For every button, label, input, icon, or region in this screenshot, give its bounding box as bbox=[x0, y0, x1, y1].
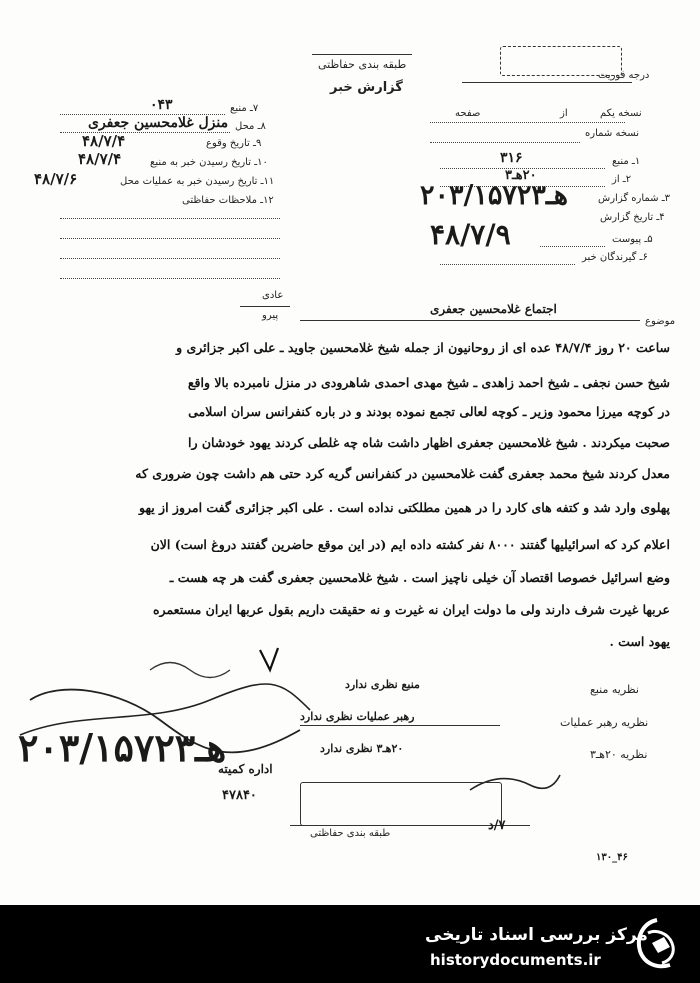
field-10-value: ۴۸/۷/۴ bbox=[78, 150, 122, 168]
field-1-label: ۱ـ منبع bbox=[612, 156, 641, 167]
field-7-value: ۰۴۳ bbox=[150, 97, 173, 113]
opinion-3-label: نظریه ۲۰هـ۳ bbox=[590, 748, 648, 761]
field-4-label: ۴ـ تاریخ گزارش bbox=[600, 212, 665, 223]
classification-top-rule bbox=[312, 54, 412, 55]
copy-num-label: نسخه شماره bbox=[585, 128, 639, 139]
field-2-label: ۲ـ از bbox=[612, 174, 632, 185]
body-line: پهلوی وارد شد و کتفه های کارد را در همین مطلکتی نداده است . علی اکبر جزائری گفت امروز از یهو bbox=[139, 500, 670, 515]
archive-org-name: مرکز بررسی اسناد تاریخی bbox=[425, 925, 648, 945]
copy-row-label: نسخه یکم bbox=[600, 108, 642, 119]
from-label: از bbox=[560, 108, 568, 119]
urgency-rule bbox=[462, 82, 632, 83]
field-1-value: ۳۱۶ bbox=[500, 150, 523, 166]
opinion-1-value: منبع نظری ندارد bbox=[345, 678, 420, 691]
signature-stroke bbox=[260, 648, 278, 670]
subject-label: موضوع bbox=[645, 316, 676, 327]
field-5-label: ۵ـ پیوست bbox=[612, 234, 653, 245]
field-8-value: منزل غلامحسین جعفری bbox=[88, 115, 229, 131]
subject-value: اجتماع غلامحسین جعفری bbox=[430, 302, 557, 316]
page-marker: ۴۶_۱۳۰ bbox=[596, 852, 628, 863]
field-11-value: ۴۸/۷/۶ bbox=[34, 170, 78, 188]
classification-top: طبقه بندی حفاظتی bbox=[318, 58, 407, 71]
signature-stroke bbox=[150, 663, 230, 678]
bottom-stamp bbox=[300, 782, 502, 826]
body-line: شیخ حسن نجفی ـ شیخ احمد زاهدی ـ شیخ مهدی احمدی شاهرودی در منزل نامبرده بالا واقع bbox=[187, 375, 670, 390]
archive-website: historydocuments.ir bbox=[430, 951, 601, 969]
field-9-value: ۴۸/۷/۴ bbox=[82, 132, 126, 150]
bottom-ref: ۷/د bbox=[488, 818, 506, 833]
sig-note: اداره کمیته bbox=[218, 762, 273, 776]
file-num: ۴۷۸۴۰ bbox=[222, 788, 257, 803]
opinion-3-value: ۲۰هـ۳ نظری ندارد bbox=[320, 742, 404, 755]
subject-rule bbox=[300, 320, 640, 321]
archive-footer bbox=[0, 905, 700, 983]
field-11-label: ۱۱ـ تاریخ رسیدن خبر به عملیات محل bbox=[120, 176, 275, 187]
subject-side-label-2: پیرو bbox=[262, 310, 279, 321]
field-6-label: ۶ـ گیرندگان خبر bbox=[582, 252, 648, 263]
blank-line-2 bbox=[60, 238, 280, 239]
report-title: گزارش خبر bbox=[330, 80, 403, 95]
body-line: در کوچه میرزا محمود وزیر ـ کوچه لعالی تجمع نموده بودند و در باره کنفرانس سران اسلامی bbox=[188, 404, 670, 419]
body-line: صحبت میکردند . شیخ غلامحسین جعفری اظهار داشت شاه چه غلطی کردند یهود خودشان را bbox=[187, 435, 670, 450]
field-9-label: ۹ـ تاریخ وقوع bbox=[206, 138, 262, 149]
body-line: معدل کردند شیخ محمد جعفری گفت غلامحسین در کنفرانس گریه کرد حتی هم داشت چون ضروری که bbox=[135, 466, 670, 481]
field-8-label: ۸ـ محل bbox=[235, 121, 266, 132]
field-10-label: ۱۰ـ تاریخ رسیدن خبر به منبع bbox=[150, 157, 268, 168]
blank-line-4 bbox=[60, 278, 280, 279]
copy-row-line bbox=[430, 122, 625, 123]
body-line: وضع اسرائیل خصوصا اقتصاد آن خیلی ناچیز است . شیخ غلامحسین جعفری گفت هر چه هست ـ bbox=[169, 570, 670, 585]
urgency-label: درجه فوریت bbox=[598, 70, 650, 81]
archive-logo-icon bbox=[628, 915, 686, 973]
page-label: صفحه bbox=[455, 108, 481, 119]
classification-bottom: طبقه بندی حفاظتی bbox=[310, 828, 391, 839]
field-12-label: ۱۲ـ ملاحظات حفاظتی bbox=[182, 195, 274, 206]
field-7-label: ۷ـ منبع bbox=[230, 103, 259, 114]
opinion-2-label: نظریه رهبر عملیات bbox=[560, 716, 649, 729]
body-line: عربها غیرت شرف دارند ولی ما دولت ایران نه غیرت و نه حقیقت داریم بقول عربها ایران مستعمره bbox=[153, 602, 670, 617]
field-2-value: ۲۰هـ۳ bbox=[505, 168, 537, 183]
body-line: اعلام کرد که اسرائیلیها گفتند ۸۰۰۰ نفر کشته داده ایم (در این موقع حاضرین گفتند دروغ است) الان bbox=[150, 537, 670, 552]
body-line: ساعت ۲۰ روز ۴۸/۷/۴ عده ای از روحانیون از جمله شیخ غلامحسین جاوید ـ علی اکبر جزائری و bbox=[176, 340, 670, 355]
subject-side-rule bbox=[240, 306, 290, 307]
copy-num-line bbox=[430, 142, 580, 143]
field-5-line bbox=[540, 246, 605, 247]
body-line: یهود است . bbox=[609, 634, 670, 649]
opinion-2-value: رهبر عملیات نظری ندارد bbox=[300, 710, 415, 723]
blank-line-1 bbox=[60, 218, 280, 219]
blank-line-3 bbox=[60, 258, 280, 259]
archive-number: ۲۰هـ۳/۱۵۷۲۳ bbox=[18, 725, 227, 770]
subject-side-label-1: عادی bbox=[262, 290, 284, 301]
field-3-value: ۲۰هـ۳/۱۵۷۲۳ bbox=[420, 180, 569, 211]
field-4-value: ۴۸/۷/۹ bbox=[430, 218, 511, 251]
field-6-line bbox=[440, 264, 575, 265]
opinion-1-label: نظریه منبع bbox=[590, 683, 639, 696]
field-3-label: ۳ـ شماره گزارش bbox=[598, 193, 671, 204]
urgency-box bbox=[500, 46, 622, 76]
